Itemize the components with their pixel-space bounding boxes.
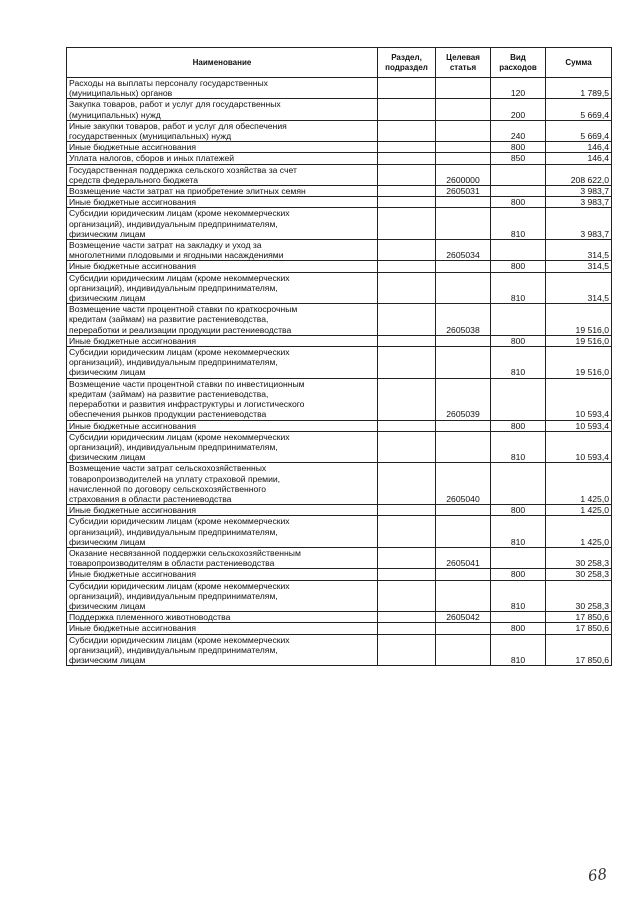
- table-body: [67, 78, 612, 666]
- row-expense-type: 800: [491, 569, 546, 580]
- row-expense-type: 800: [491, 420, 546, 431]
- row-name: Субсидии юридическим лицам (кроме некоммерческих организаций), индивидуальным предпринимателям, физическим лицам: [67, 347, 378, 379]
- row-expense-type: 810: [491, 580, 546, 612]
- table-row: [67, 197, 612, 208]
- row-name: Возмещение части затрат на закладку и уход за многолетними плодовыми и ягодными насаждениями: [67, 240, 378, 261]
- row-sum: 3 983,7: [546, 208, 612, 240]
- row-target-article: [436, 580, 491, 612]
- page-number: 68: [586, 864, 609, 886]
- row-name: Возмещение части затрат на приобретение элитных семян: [67, 186, 378, 197]
- row-target-article: [436, 120, 491, 141]
- row-name: Иные бюджетные ассигнования: [67, 197, 378, 208]
- row-name: Государственная поддержка сельского хозяйства за счет средств федерального бюджета: [67, 164, 378, 185]
- row-target-article: 2605034: [436, 240, 491, 261]
- row-sum: 30 258,3: [546, 580, 612, 612]
- table-row: [67, 240, 612, 261]
- row-target-article: [436, 505, 491, 516]
- row-sum: 3 983,7: [546, 197, 612, 208]
- row-name: Расходы на выплаты персоналу государственных (муниципальных) органов: [67, 78, 378, 99]
- row-expense-type: 200: [491, 99, 546, 120]
- row-sum: 5 669,4: [546, 120, 612, 141]
- table-row: [67, 612, 612, 623]
- row-section: [378, 516, 436, 548]
- row-expense-type: 800: [491, 142, 546, 153]
- row-target-article: 2605039: [436, 378, 491, 420]
- row-target-article: [436, 208, 491, 240]
- header-sum: Сумма: [546, 48, 612, 78]
- row-section: [378, 378, 436, 420]
- row-section: [378, 431, 436, 463]
- table-row: [67, 634, 612, 666]
- row-section: [378, 569, 436, 580]
- row-name: Возмещение части затрат сельскохозяйственных товаропроизводителей на уплату страховой премии, начисленной по договору сельскохозяйственного страхования в области растениеводства: [67, 463, 378, 505]
- row-sum: 1 425,0: [546, 516, 612, 548]
- row-section: [378, 335, 436, 346]
- table-row: [67, 99, 612, 120]
- row-expense-type: [491, 463, 546, 505]
- table-row: [67, 516, 612, 548]
- table-row: [67, 120, 612, 141]
- row-name: Закупка товаров, работ и услуг для государственных (муниципальных) нужд: [67, 99, 378, 120]
- row-target-article: [436, 431, 491, 463]
- row-expense-type: [491, 304, 546, 336]
- row-name: Субсидии юридическим лицам (кроме некоммерческих организаций), индивидуальным предпринимателям, физическим лицам: [67, 272, 378, 304]
- row-section: [378, 612, 436, 623]
- row-section: [378, 99, 436, 120]
- row-sum: 146,4: [546, 142, 612, 153]
- table-row: [67, 142, 612, 153]
- row-section: [378, 142, 436, 153]
- row-target-article: [436, 142, 491, 153]
- header-name: Наименование: [67, 48, 378, 78]
- row-target-article: [436, 99, 491, 120]
- table-row: [67, 272, 612, 304]
- row-sum: 19 516,0: [546, 347, 612, 379]
- row-name: Иные бюджетные ассигнования: [67, 261, 378, 272]
- table-row: [67, 463, 612, 505]
- header-target: Целевая статья: [436, 48, 491, 78]
- row-expense-type: [491, 612, 546, 623]
- row-target-article: [436, 197, 491, 208]
- row-sum: 17 850,6: [546, 612, 612, 623]
- row-target-article: [436, 335, 491, 346]
- row-sum: 10 593,4: [546, 431, 612, 463]
- row-name: Субсидии юридическим лицам (кроме некоммерческих организаций), индивидуальным предпринимателям, физическим лицам: [67, 580, 378, 612]
- table-row: [67, 623, 612, 634]
- row-sum: 146,4: [546, 153, 612, 164]
- row-target-article: [436, 272, 491, 304]
- row-expense-type: 800: [491, 335, 546, 346]
- row-name: Оказание несвязанной поддержки сельскохозяйственным товаропроизводителям в области растениеводства: [67, 547, 378, 568]
- row-sum: 10 593,4: [546, 378, 612, 420]
- row-section: [378, 261, 436, 272]
- row-name: Иные бюджетные ассигнования: [67, 420, 378, 431]
- row-sum: 10 593,4: [546, 420, 612, 431]
- row-section: [378, 347, 436, 379]
- row-section: [378, 208, 436, 240]
- row-target-article: 2605038: [436, 304, 491, 336]
- row-target-article: [436, 78, 491, 99]
- row-section: [378, 547, 436, 568]
- row-section: [378, 186, 436, 197]
- row-sum: 30 258,3: [546, 569, 612, 580]
- row-expense-type: 800: [491, 505, 546, 516]
- row-target-article: 2600000: [436, 164, 491, 185]
- row-name: Иные бюджетные ассигнования: [67, 335, 378, 346]
- row-name: Возмещение части процентной ставки по краткосрочным кредитам (займам) на развитие растениеводства, переработки и реализации продукции растениеводства: [67, 304, 378, 336]
- table-row: [67, 431, 612, 463]
- table-row: [67, 153, 612, 164]
- row-name: Возмещение части процентной ставки по инвестиционным кредитам (займам) на развитие растениеводства, переработки и развития инфраструктуры и логистического обеспечения рынков продукции растениеводства: [67, 378, 378, 420]
- row-section: [378, 463, 436, 505]
- row-name: Иные бюджетные ассигнования: [67, 142, 378, 153]
- row-target-article: 2605040: [436, 463, 491, 505]
- row-target-article: [436, 261, 491, 272]
- row-target-article: 2605041: [436, 547, 491, 568]
- row-expense-type: 810: [491, 634, 546, 666]
- row-expense-type: 800: [491, 261, 546, 272]
- row-section: [378, 580, 436, 612]
- row-sum: 1 789,5: [546, 78, 612, 99]
- row-section: [378, 420, 436, 431]
- row-name: Субсидии юридическим лицам (кроме некоммерческих организаций), индивидуальным предпринимателям, физическим лицам: [67, 516, 378, 548]
- row-expense-type: 810: [491, 272, 546, 304]
- row-section: [378, 240, 436, 261]
- row-sum: 17 850,6: [546, 634, 612, 666]
- row-sum: 19 516,0: [546, 335, 612, 346]
- table-row: [67, 347, 612, 379]
- row-target-article: [436, 623, 491, 634]
- table-row: [67, 335, 612, 346]
- row-target-article: [436, 347, 491, 379]
- row-section: [378, 634, 436, 666]
- table-row: [67, 208, 612, 240]
- row-section: [378, 120, 436, 141]
- row-section: [378, 272, 436, 304]
- table-row: [67, 261, 612, 272]
- row-target-article: [436, 420, 491, 431]
- row-expense-type: 120: [491, 78, 546, 99]
- row-target-article: [436, 516, 491, 548]
- row-section: [378, 197, 436, 208]
- row-expense-type: [491, 378, 546, 420]
- row-section: [378, 304, 436, 336]
- row-sum: 19 516,0: [546, 304, 612, 336]
- row-expense-type: [491, 164, 546, 185]
- table-row: [67, 78, 612, 99]
- row-sum: 30 258,3: [546, 547, 612, 568]
- row-sum: 3 983,7: [546, 186, 612, 197]
- row-section: [378, 164, 436, 185]
- row-section: [378, 153, 436, 164]
- budget-table: [66, 47, 612, 666]
- row-sum: 314,5: [546, 261, 612, 272]
- row-section: [378, 78, 436, 99]
- table-row: [67, 420, 612, 431]
- row-target-article: [436, 153, 491, 164]
- row-sum: 208 622,0: [546, 164, 612, 185]
- table-row: [67, 505, 612, 516]
- row-name: Субсидии юридическим лицам (кроме некоммерческих организаций), индивидуальным предпринимателям, физическим лицам: [67, 431, 378, 463]
- table-header-row: [67, 48, 612, 78]
- row-name: Иные бюджетные ассигнования: [67, 623, 378, 634]
- row-expense-type: 810: [491, 208, 546, 240]
- row-expense-type: 800: [491, 197, 546, 208]
- row-expense-type: 810: [491, 516, 546, 548]
- row-expense-type: [491, 240, 546, 261]
- row-expense-type: 240: [491, 120, 546, 141]
- row-target-article: 2605042: [436, 612, 491, 623]
- row-name: Субсидии юридическим лицам (кроме некоммерческих организаций), индивидуальным предпринимателям, физическим лицам: [67, 208, 378, 240]
- row-section: [378, 623, 436, 634]
- row-expense-type: 810: [491, 431, 546, 463]
- row-sum: 1 425,0: [546, 463, 612, 505]
- row-expense-type: [491, 547, 546, 568]
- row-name: Субсидии юридическим лицам (кроме некоммерческих организаций), индивидуальным предпринимателям, физическим лицам: [67, 634, 378, 666]
- row-name: Уплата налогов, сборов и иных платежей: [67, 153, 378, 164]
- row-sum: 314,5: [546, 240, 612, 261]
- table-row: [67, 580, 612, 612]
- row-expense-type: [491, 186, 546, 197]
- row-target-article: 2605031: [436, 186, 491, 197]
- row-name: Иные бюджетные ассигнования: [67, 569, 378, 580]
- row-expense-type: 810: [491, 347, 546, 379]
- row-section: [378, 505, 436, 516]
- table-row: [67, 569, 612, 580]
- row-expense-type: 800: [491, 623, 546, 634]
- row-target-article: [436, 634, 491, 666]
- table-row: [67, 378, 612, 420]
- row-name: Поддержка племенного животноводства: [67, 612, 378, 623]
- header-section: Раздел, подраздел: [378, 48, 436, 78]
- row-sum: 314,5: [546, 272, 612, 304]
- table-row: [67, 304, 612, 336]
- row-name: Иные бюджетные ассигнования: [67, 505, 378, 516]
- table-row: [67, 164, 612, 185]
- row-sum: 1 425,0: [546, 505, 612, 516]
- header-type: Вид расходов: [491, 48, 546, 78]
- row-name: Иные закупки товаров, работ и услуг для обеспечения государственных (муниципальных) нужд: [67, 120, 378, 141]
- row-expense-type: 850: [491, 153, 546, 164]
- row-sum: 17 850,6: [546, 623, 612, 634]
- row-target-article: [436, 569, 491, 580]
- row-sum: 5 669,4: [546, 99, 612, 120]
- table-row: [67, 186, 612, 197]
- table-row: [67, 547, 612, 568]
